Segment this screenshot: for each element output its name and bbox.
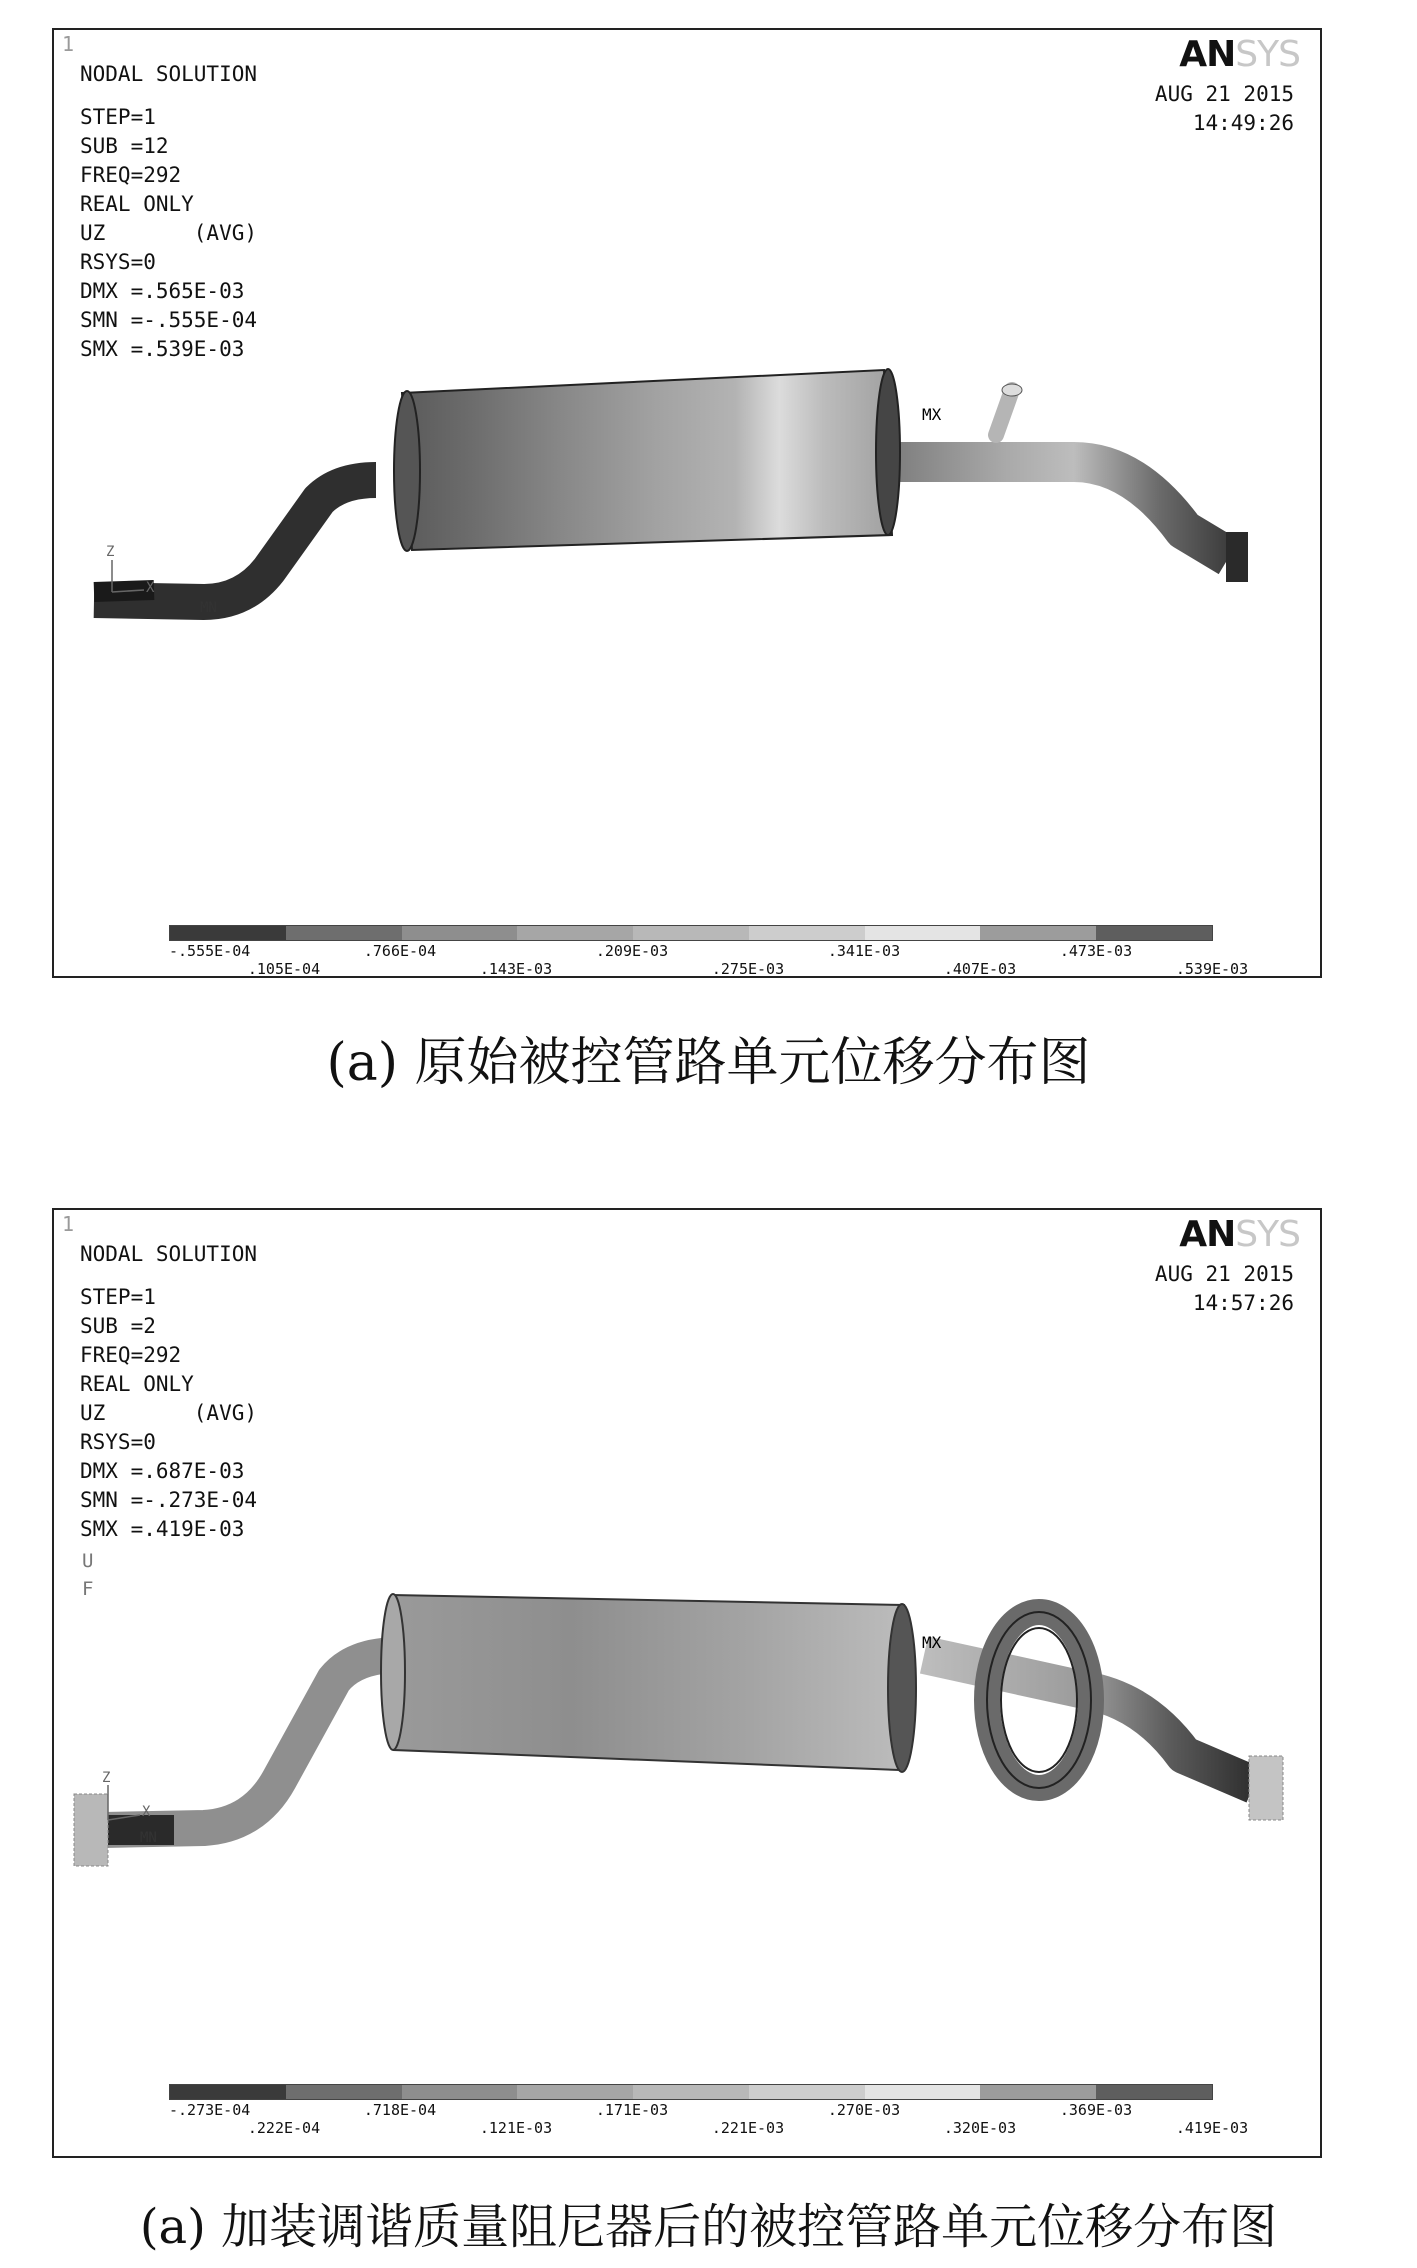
legend-swatch [517, 2085, 633, 2099]
inlet-flange [74, 1794, 108, 1866]
legend-swatch [170, 926, 286, 940]
legend-label: .275E-03 [711, 960, 785, 978]
legend-label: .539E-03 [1175, 960, 1249, 978]
info-line: STEP=1 [80, 1285, 156, 1309]
legend-label: .171E-03 [595, 2101, 669, 2119]
info-line: FREQ=292 [80, 1343, 182, 1367]
legend-swatch [517, 926, 633, 940]
legend-label: .320E-03 [943, 2119, 1017, 2137]
outlet-flange [1249, 1756, 1283, 1820]
x-axis-label: X [146, 580, 155, 596]
info-line: RSYS=0 [80, 250, 156, 274]
z-axis-label: Z [102, 1770, 111, 1786]
info-line: REAL ONLY [80, 192, 194, 216]
info-line: STEP=1 [80, 105, 156, 129]
time: 14:49:26 [1192, 111, 1294, 135]
legend-label: .270E-03 [827, 2101, 901, 2119]
legend-swatch [286, 926, 402, 940]
outlet-pipe [884, 462, 1229, 557]
legend-swatch [633, 2085, 749, 2099]
muffler [381, 1594, 916, 1772]
side-label-f: F [82, 1578, 94, 1600]
mn-marker: MN [200, 600, 217, 616]
legend-label: .105E-04 [247, 960, 321, 978]
legend-label: .222E-04 [247, 2119, 321, 2137]
caption-b: (a) 加装调谐质量阻尼器后的被控管路单元位移分布图 [139, 2199, 1278, 2255]
legend-label: .419E-03 [1175, 2119, 1249, 2137]
mx-marker: MX [922, 405, 942, 424]
solution-title: NODAL SOLUTION [80, 62, 258, 86]
legend-label: .407E-03 [943, 960, 1017, 978]
date: AUG 21 2015 [1154, 82, 1294, 106]
legend-swatch [865, 2085, 981, 2099]
mn-marker: MN [140, 1830, 157, 1846]
side-label-u: U [82, 1550, 94, 1572]
legend-label: .143E-03 [479, 960, 553, 978]
legend-swatch [402, 926, 518, 940]
solution-title: NODAL SOLUTION [80, 1242, 258, 1266]
legend-label: .341E-03 [827, 942, 901, 960]
legend-swatch [1096, 926, 1212, 940]
ansys-logo: ANSYS [1179, 1214, 1300, 1255]
legend-label: .209E-03 [595, 942, 669, 960]
legend-label: -.555E-04 [169, 942, 251, 960]
pipe-model-a [54, 30, 1320, 976]
muffler [394, 369, 900, 551]
pipe-model-b [54, 1210, 1320, 2156]
legend-swatch [402, 2085, 518, 2099]
small-pipe-fitting [996, 384, 1022, 435]
window-number: 1 [62, 1212, 75, 1236]
legend-swatch [749, 2085, 865, 2099]
info-line: REAL ONLY [80, 1372, 194, 1396]
legend-label: -.273E-04 [169, 2101, 251, 2119]
info-line: SMN =-.273E-04 [80, 1488, 258, 1512]
legend-label: .369E-03 [1059, 2101, 1133, 2119]
legend-swatch [749, 926, 865, 940]
caption-a: (a) 原始被控管路单元位移分布图 [326, 1033, 1091, 1093]
info-line: SUB =2 [80, 1314, 156, 1338]
legend-label: .718E-04 [363, 2101, 437, 2119]
legend-swatch [170, 2085, 286, 2099]
ansys-logo: ANSYS [1179, 34, 1300, 75]
info-line: DMX =.565E-03 [80, 279, 245, 303]
date: AUG 21 2015 [1154, 1262, 1294, 1286]
legend-label: .221E-03 [711, 2119, 785, 2137]
info-line: SMX =.419E-03 [80, 1517, 245, 1541]
time: 14:57:26 [1192, 1291, 1294, 1315]
color-legend-bar [169, 2084, 1213, 2100]
info-line: SUB =12 [80, 134, 169, 158]
info-line: UZ (AVG) [80, 1401, 258, 1425]
info-line: UZ (AVG) [80, 221, 258, 245]
legend-swatch [633, 926, 749, 940]
window-number: 1 [62, 32, 75, 56]
color-legend-bar [169, 925, 1213, 941]
ansys-plot-b [52, 1208, 1322, 2158]
legend-swatch [980, 926, 1096, 940]
legend-swatch [980, 2085, 1096, 2099]
info-line: DMX =.687E-03 [80, 1459, 245, 1483]
x-axis-label: X [142, 1804, 151, 1820]
legend-swatch [286, 2085, 402, 2099]
mx-marker: MX [922, 1633, 942, 1652]
legend-swatch [865, 926, 981, 940]
z-axis-label: Z [106, 544, 115, 560]
info-line: FREQ=292 [80, 163, 182, 187]
legend-label: .473E-03 [1059, 942, 1133, 960]
info-line: RSYS=0 [80, 1430, 156, 1454]
legend-label: .121E-03 [479, 2119, 553, 2137]
legend-swatch [1096, 2085, 1212, 2099]
info-line: SMN =-.555E-04 [80, 308, 258, 332]
ansys-plot-a [52, 28, 1322, 978]
info-line: SMX =.539E-03 [80, 337, 245, 361]
legend-label: .766E-04 [363, 942, 437, 960]
